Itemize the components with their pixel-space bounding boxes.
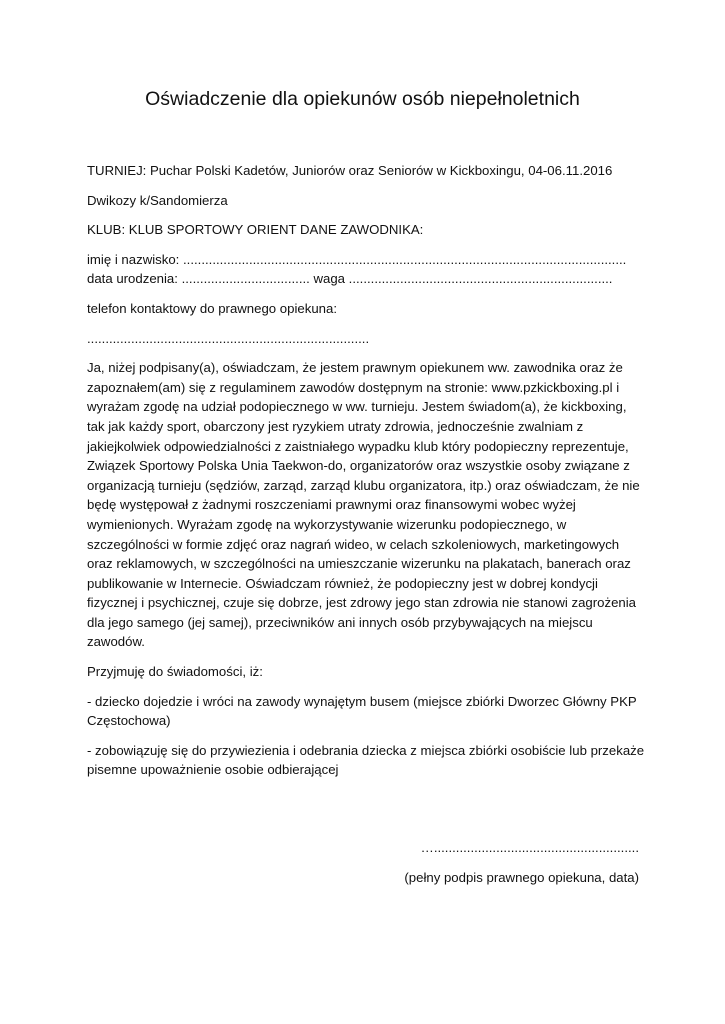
bullet-transport: - dziecko dojedzie i wróci na zawody wynajętym busem (miejsce zbiórki Dworzec Główny PKP Częstochowa) [87, 693, 637, 729]
signature-line: …........................................................ [420, 840, 639, 855]
tournament-line: TURNIEJ: Puchar Polski Kadetów, Juniorów oraz Seniorów w Kickboxingu, 04-06.11.2016 [87, 163, 613, 178]
location-line: Dwikozy k/Sandomierza [87, 192, 228, 208]
document-body [87, 161, 647, 790]
acknowledge-intro: Przyjmuję do świadomości, iż: [87, 664, 263, 680]
bullet-pickup: - zobowiązuję się do przywiezienia i odebrania dziecka z miejsca zbiórki osobiście lub przekaże pisemne upoważnienie osobie odbierającej [87, 742, 645, 778]
document-title: Oświadczenie dla opiekunów osób niepełnoletnich [145, 88, 580, 110]
phone-label: telefon kontaktowy do prawnego opiekuna: [87, 300, 338, 316]
declaration-paragraph: Ja, niżej podpisany(a), oświadczam, że jestem prawnym opiekunem ww. zawodnika oraz że zapoznałem(am) się z regulaminem zawodów dostępnym na stronie: www.pzkickboxing.pl i wyrażam zgodę na udział podopiecznego w ww. turnieju. Jestem świadom(a), że kickboxing, tak jak każdy sport, obarczony jest ryzykiem utraty zdrowia, jednocześnie zwalniam z jakiejkolwiek odpowiedzialności z zaistniałego wypadku klub który podopieczny reprezentuje, Związek Sportowy Polska Unia Taekwon-do, organizatorów oraz wszystkie osoby związane z organizacją turnieju (sędziów, zarząd, zarząd klubu organizatora, itp.) oraz oświadczam, że nie będę występował z żadnymi roszczeniami prawnymi oraz finansowymi wobec wyżej wymienionych. Wyrażam zgodę na wykorzystywanie wizerunku podopiecznego, w szczególności w formie zdjęć oraz nagrań wideo, w celach szkoleniowych, marketingowych oraz reklamowych, w szczególności na umieszczanie wizerunku na plakatach, banerach oraz publikowanie w Internecie. Oświadczam również, że podopieczny jest w dobrej kondycji fizycznej i psychicznej, czuje się dobrze, jest zdrowy jego stan zdrowia nie stanowi zagrożenia dla jego samego (jej samej), przeciwników ani innych osób przybywających na miejscu zawodów. [87, 360, 640, 650]
phone-field: ............................................................................. [87, 330, 370, 346]
signature-block [404, 838, 639, 888]
club-line: KLUB: KLUB SPORTOWY ORIENT DANE ZAWODNIKA: [87, 222, 424, 238]
signature-caption: (pełny podpis prawnego opiekuna, data) [404, 870, 639, 885]
name-field: imię i nazwisko: ......................................................................................................................... [87, 251, 627, 267]
birth-weight-field: data urodzenia: ................................... waga ........................................................................ [87, 271, 613, 287]
